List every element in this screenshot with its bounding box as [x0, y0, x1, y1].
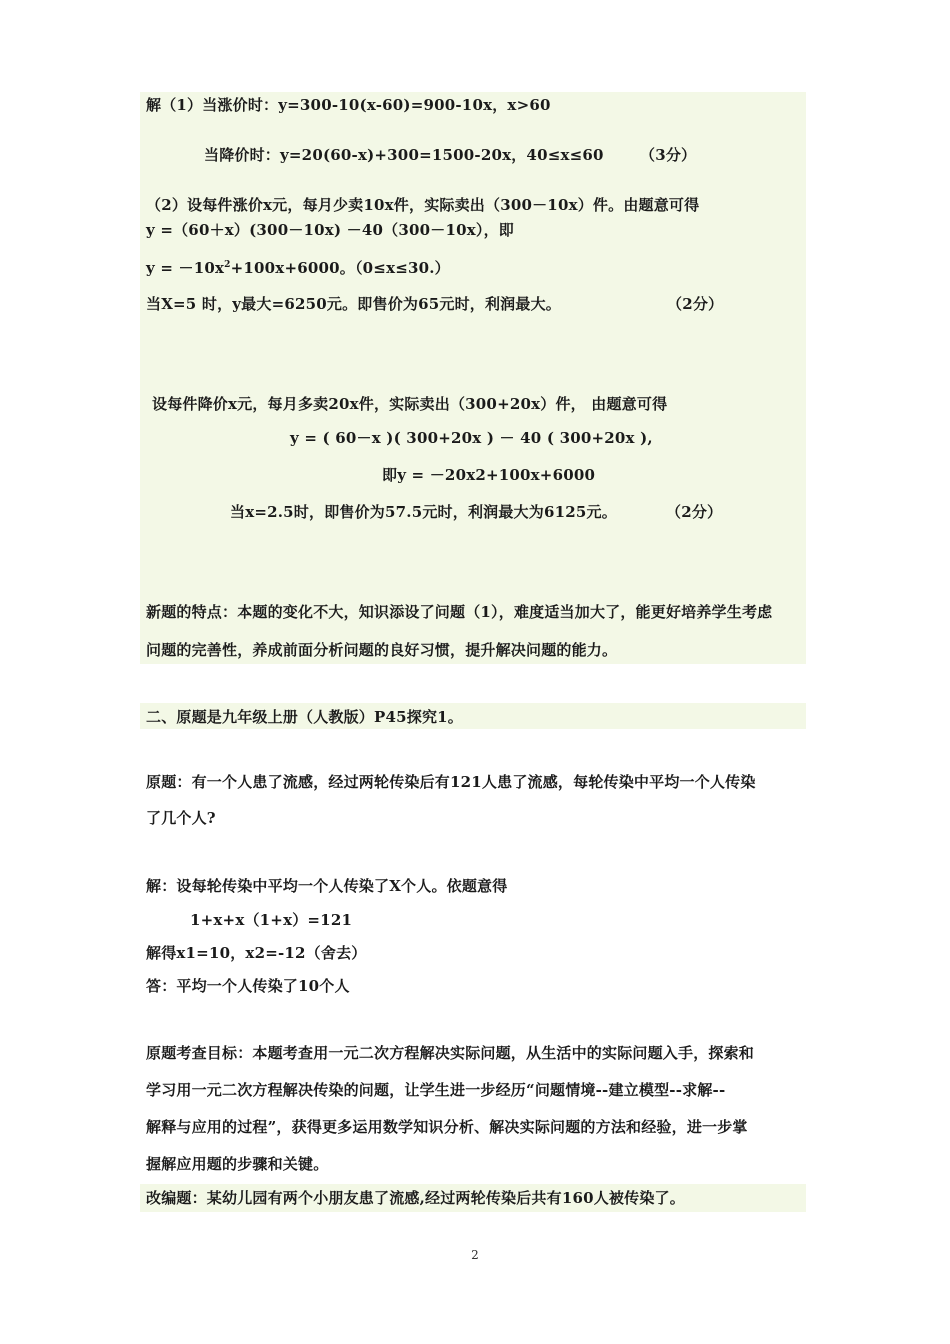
original-question-line-1: 原题：有一个人患了流感，经过两轮传染后有121人患了流感，每轮传染中平均一个人传染 — [146, 773, 756, 791]
solution-line-9: 即y = －20x2+100x+6000 — [382, 466, 596, 484]
goal-line-1: 原题考查目标：本题考查用一元二次方程解决实际问题，从生活中的实际问题入手，探索和 — [146, 1044, 755, 1062]
highlight-block-solution — [140, 92, 806, 632]
solution-line-10: 当x=2.5时，即售价为57.5元时，利润最大为6125元。 — [230, 503, 617, 521]
original-solution-line-2: 1+x+x（1+x）=121 — [190, 911, 353, 929]
solution-line-6: 当X=5 时，y最大=6250元。即售价为65元时，利润最大。 — [146, 295, 561, 313]
solution-line-2: 当降价时：y=20(60-x)+300=1500-20x，40≤x≤60 — [204, 146, 604, 164]
original-question-line-2: 了几个人? — [146, 809, 216, 827]
section-2-heading: 二、原题是九年级上册（人教版）P45探究1。 — [146, 708, 463, 726]
score-2b: （2分） — [666, 503, 723, 521]
score-2a: （2分） — [667, 295, 724, 313]
solution-line-5: $y = -10x^2+100x+6000$。（0≤x≤30.） — [146, 259, 450, 277]
solution-line-1: 解（1）当涨价时：y=300-10(x-60)=900-10x，x>60 — [146, 96, 551, 114]
goal-line-2: 学习用一元二次方程解决传染的问题，让学生进一步经历“问题情境--建立模型--求解-- — [146, 1081, 726, 1099]
features-line-2: 问题的完善性，养成前面分析问题的良好习惯，提升解决问题的能力。 — [146, 641, 618, 659]
original-solution-line-1: 解：设每轮传染中平均一个人传染了X个人。依题意得 — [146, 877, 508, 895]
adapted-question: 改编题：某幼儿园有两个小朋友患了流感,经过两轮传染后共有160人被传染了。 — [146, 1189, 685, 1207]
page-number: 2 — [471, 1248, 479, 1262]
solution-line-7: 设每件降价x元，每月多卖20x件，实际卖出（300+20x）件， 由题意可得 — [152, 395, 668, 413]
solution-line-4: y =（60＋x）(300－10x) －40（300－10x），即 — [146, 221, 514, 239]
solution-line-8: y = ( 60－x )( 300+20x ) － 40 ( 300+20x ), — [290, 429, 653, 447]
original-solution-line-3: 解得x1=10，x2=-12（舍去） — [146, 944, 367, 962]
solution-line-3: （2）设每件涨价x元，每月少卖10x件，实际卖出（300－10x）件。由题意可得 — [146, 196, 700, 214]
goal-line-3: 解释与应用的过程”，获得更多运用数学知识分析、解决实际问题的方法和经验，进一步掌 — [146, 1118, 748, 1136]
score-3: （3分） — [640, 146, 697, 164]
goal-line-4: 握解应用题的步骤和关键。 — [146, 1155, 329, 1173]
features-line-1: 新题的特点：本题的变化不大，知识添设了问题（1），难度适当加大了，能更好培养学生考虑 — [146, 603, 773, 621]
original-solution-line-4: 答：平均一个人传染了10个人 — [146, 977, 350, 995]
